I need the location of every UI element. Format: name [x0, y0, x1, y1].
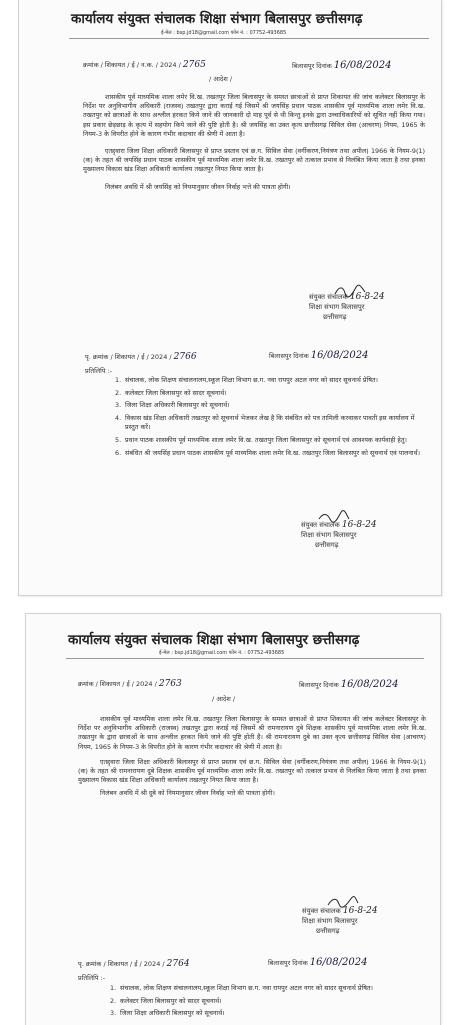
copy-reference-label: पृ. क्रमांक / शिकायत / ई / 2024 /	[85, 353, 172, 361]
list-item-text: कलेक्टर जिला बिलासपुर को सादर सूचनार्थ।	[125, 388, 227, 397]
order-body	[78, 715, 426, 799]
body-paragraph: एतद्द्वारा जिला शिक्षा अधिकारी बिलासपुर से प्राप्त प्रस्ताव एवं छ.ग. सिविल सेवा (वर्गीकरण,नियंत्रण तथा अपील) 1966 के नियम-9(1) (क) के तहत श्री रामनारायण दुबे शिक्षक शासकीय पूर्व माध्यमिक शाला लमेर वि.ख. तखतपुर को तत्काल प्रभाव से निलंबित किया जाता है तथा इनका मुख्यालय विकास खंड शिक्षा अधिकारी कार्यालय तखतपुर नियत किया जाता है।	[78, 757, 426, 785]
list-item-number: 3.	[115, 401, 122, 410]
list-item	[110, 1009, 430, 1018]
handwritten-signature-date: 16-8-24	[349, 292, 385, 302]
list-item-text: संचालक, लोक शिक्षण संचालनालय,स्कूल शिक्षा विभाग छ.ग. नवा रायपुर अटल नगर को सादर सूचनार्थ प्रेषित।	[125, 376, 378, 384]
list-item	[110, 984, 430, 993]
copy-reference-label: पृ. क्रमांक / शिकायत / ई / 2024 /	[78, 960, 165, 968]
copy-number: 2764	[166, 959, 190, 969]
copy-number: 2766	[173, 352, 197, 362]
signature-state: छत्तीसगढ़	[323, 313, 347, 321]
signature-office: शिक्षा संभाग बिलासपुर	[309, 303, 365, 311]
body-paragraph: शासकीय पूर्व माध्यमिक शाला लमेर वि.ख. तखतपुर जिला बिलासपुर के समस्त छात्राओं से प्राप्त शिकायत की जांच कलेक्टर बिलासपुर के निर्देश पर अनुविभागीय अधिकारी (राजस्व) तखतपुर द्वारा कराई गई जिसमें श्री जयसिंह प्रधान पाठक शासकीय पूर्व माध्यमिक शाला लमेर वि.ख. तखतपुर को छात्राओं के साथ अश्लील हरकत किये जाने की जानकारी दो माह पूर्व से थी किन्तु इनके द्वारा उच्चाधिकारियों को सूचित नहीं किया गया। इस प्रकार छेड़छाड़ के कृत्य में सहयोग किये जाने की पुष्टि होती है। श्री जयसिंह का उक्त कृत्य छत्तीसगढ़ सिविल सेवा (आचरण) नियम, 1965 के नियम-3 के विपरीत होने के कारण गंभीर कदाचार की श्रेणी में आता है।	[83, 93, 425, 138]
list-item-text: संचालक, लोक शिक्षण संचालनालय,स्कूल शिक्षा विभाग छ.ग. नवा रायपुर अटल नगर को सादर सूचनार्थ प्रेषित।	[120, 984, 373, 992]
list-item-number: 3.	[110, 1009, 117, 1018]
list-item-text: संबंधित श्री जयसिंह प्रधान पाठक शासकीय पूर्व माध्यमिक शाला लमेर वि.ख. तखतपुर जिला बिलासपुर को सूचनार्थ एवं पालनार्थ।	[125, 448, 421, 457]
copy-distribution-list	[115, 376, 425, 461]
order-reference-label: क्रमांक / शिकायत / ई / न.क. / 2024 /	[83, 61, 181, 69]
copy-reference	[85, 352, 197, 362]
list-item-number: 1.	[110, 984, 117, 992]
list-item	[115, 436, 425, 445]
prati-label: प्रतिलिपि :-	[78, 974, 106, 982]
list-item	[115, 414, 425, 432]
list-item-number: 5.	[115, 436, 122, 445]
order-reference	[78, 679, 182, 689]
signature-state: छत्तीसगढ़	[316, 927, 340, 935]
prati-label: प्रतिलिपि :-	[85, 367, 113, 375]
signature-scribble	[317, 510, 351, 524]
signature-office: शिक्षा संभाग बिलासपुर	[302, 917, 358, 925]
signature-title: संयुक्त संचालक	[309, 293, 348, 301]
copy-date	[268, 957, 367, 968]
list-item-text: जिला शिक्षा अधिकारी बिलासपुर को सूचनार्थ।	[125, 401, 230, 410]
copy-distribution-list	[110, 984, 430, 1022]
header-divider	[69, 38, 429, 39]
handwritten-signature-date: 16-8-24	[341, 520, 377, 530]
list-item	[115, 376, 425, 385]
order-number: 2763	[158, 679, 182, 689]
list-item-text: कलेक्टर जिला बिलासपुर को सादर सूचनार्थ।	[120, 996, 222, 1005]
document-page-1	[18, 0, 442, 596]
list-item-number: 4.	[115, 414, 122, 423]
handwritten-signature-date: 16-8-24	[342, 906, 378, 916]
order-reference-label: क्रमांक / शिकायत / ई / 2024 /	[78, 680, 157, 688]
order-date-value: 16/08/2024	[340, 679, 399, 690]
header-divider	[66, 658, 424, 659]
document-page-2	[25, 613, 441, 1025]
order-heading: / आदेश /	[209, 75, 233, 83]
body-paragraph: निलंबन अवधि में श्री दुबे को नियमानुसार जीवन निर्वाह भत्ते की पात्रता होगी।	[100, 789, 275, 798]
order-date-label: बिलासपुर दिनांक	[299, 681, 339, 689]
body-paragraph: शासकीय पूर्व माध्यमिक शाला लमेर वि.ख. तखतपुर जिला बिलासपुर के समस्त छात्राओं से प्राप्त शिकायत की जांच कलेक्टर बिलासपुर के निर्देश पर अनुविभागीय अधिकारी (राजस्व) तखतपुर द्वारा कराई गई जिसमें श्री रामनारायण दुबे शिक्षक शासकीय पूर्व माध्यमिक शाला लमेर वि.ख. तखतपुर के द्वारा छात्राओं के साथ अश्लील हरकत किये जाने की पुष्टि होती है। श्री रामनारायण दुबे का उक्त कृत्य छत्तीसगढ़ सिविल सेवा (आचरण) नियम, 1965 के नियम-3 के विपरीत होने के कारण गंभीर कदाचार की श्रेणी में आता है।	[78, 715, 426, 751]
list-item	[110, 997, 430, 1006]
list-item-number: 6.	[115, 448, 122, 457]
body-paragraph: एतद्द्वारा जिला शिक्षा अधिकारी बिलासपुर से प्राप्त प्रस्ताव एवं छ.ग. सिविल सेवा (वर्गीकरण,नियंत्रण तथा अपील) 1966 के नियम-9(1) (क) के तहत श्री जयसिंह प्रधान पाठक शासकीय पूर्व माध्यमिक शाला लमेर वि.ख. तखतपुर को तत्काल प्रभाव से निलंबित किया जाता है तथा इनका मुख्यालय विकास खंड शिक्षा अधिकारी कार्यालय तखतपुर नियत किया जाता है।	[83, 147, 425, 174]
copy-date-label: बिलासपुर दिनांक	[268, 959, 308, 967]
signature-title: संयुक्त संचालक	[302, 907, 341, 915]
signature-state: छत्तीसगढ़	[315, 541, 339, 549]
order-number: 2765	[182, 60, 206, 70]
signature-scribble	[326, 895, 360, 909]
copy-date-value: 16/08/2024	[309, 957, 368, 968]
list-item	[115, 449, 425, 458]
order-date	[292, 60, 391, 71]
order-reference	[83, 60, 206, 70]
signature-office: शिक्षा संभाग बिलासपुर	[301, 531, 357, 539]
copy-date	[269, 350, 368, 361]
list-item-text: विकास खंड शिक्षा अधिकारी तखतपुर को सूचनार्थ भेजकर लेख है कि संबंधित को पत्र तामिली करवाकर पावती इस कार्यालय में प्रस्तुत करें।	[125, 414, 415, 432]
signature-block	[301, 520, 377, 550]
list-item-text: जिला शिक्षा अधिकारी बिलासपुर को सूचनार्थ।	[120, 1009, 225, 1018]
office-title: कार्यालय संयुक्त संचालक शिक्षा संभाग बिलासपुर छत्तीसगढ़	[68, 632, 360, 648]
order-body	[83, 93, 425, 192]
copy-date-label: बिलासपुर दिनांक	[269, 352, 309, 360]
list-item	[115, 389, 425, 398]
signature-title: संयुक्त संचालक	[301, 521, 340, 529]
list-item-text: प्रधान पाठक शासकीय पूर्व माध्यमिक शाला लमेर वि.ख. तखतपुर जिला बिलासपुर को सूचनार्थ एवं आवश्यक कार्यवाही हेतु।	[125, 436, 407, 445]
list-item	[115, 401, 425, 410]
list-item-number: 1.	[115, 376, 122, 384]
office-contact: ई-मेल : bsp.jd18@gmail.com फोन नं. : 07752-493685	[161, 30, 287, 36]
list-item-number: 2.	[115, 388, 122, 397]
order-heading: / आदेश /	[212, 695, 236, 703]
order-date-value: 16/08/2024	[333, 60, 392, 71]
copy-reference	[78, 959, 190, 969]
body-paragraph: निलंबन अवधि में श्री जयसिंह को नियमानुसार जीवन निर्वाह भत्ते की पात्रता होगी।	[105, 182, 291, 191]
office-contact: ई-मेल : bsp.jd18@gmail.com फोन नं. : 07752-493685	[159, 650, 285, 656]
signature-block	[302, 906, 378, 936]
signature-scribble	[333, 284, 367, 298]
order-date	[299, 679, 398, 690]
office-title: कार्यालय संयुक्त संचालक शिक्षा संभाग बिलासपुर छत्तीसगढ़	[71, 11, 363, 27]
copy-date-value: 16/08/2024	[310, 350, 369, 361]
list-item-number: 2.	[110, 996, 117, 1005]
order-date-label: बिलासपुर दिनांक	[292, 62, 332, 70]
